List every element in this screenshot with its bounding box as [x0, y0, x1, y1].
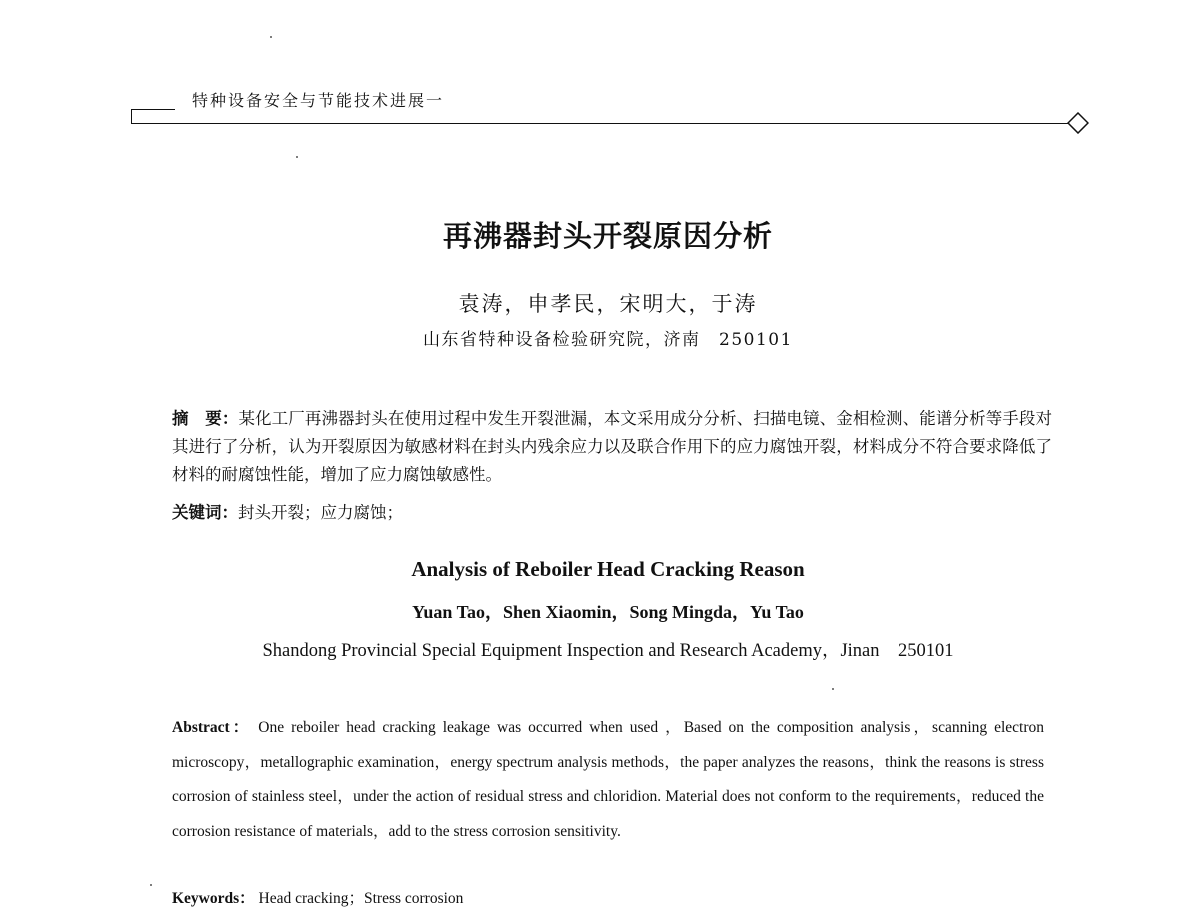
running-header	[0, 0, 1200, 140]
keywords-text-en: Head cracking；Stress corrosion	[254, 890, 464, 907]
abstract-text-cn: 某化工厂再沸器封头在使用过程中发生开裂泄漏，本文采用成分分析、扫描电镜、金相检测、能谱分析等手段对其进行了分析，认为开裂原因为敏感材料在封头内残余应力以及联合作用下的应力腐蚀开裂，材料成分不符合要求降低了材料的耐腐蚀性能，增加了应力腐蚀敏感性。	[172, 409, 1053, 484]
abstract-label-cn: 摘 要：	[172, 409, 239, 428]
keywords-label-en: Keywords：	[172, 890, 255, 907]
authors-en: Yuan Tao，Shen Xiaomin，Song Mingda，Yu Tao	[412, 602, 804, 622]
keywords-en	[172, 886, 1044, 912]
diamond-icon	[1067, 112, 1089, 134]
abstract-text-en: One reboiler head cracking leakage was occurred when used ，Based on the composition analysis，scanning electron microscopy，metallographic examination，energy spectrum analysis methods，the paper analyzes the reasons，think the reasons is stress corrosion of stainless steel，under the action of residual stress and chloridion. Material does not conform to the requirements，reduced the corrosion resistance of materials，add to the stress corrosion sensitivity.	[172, 719, 1044, 840]
affiliation-en: Shandong Provincial Special Equipment Inspection and Research Academy，Jinan 250101	[262, 641, 954, 661]
scan-speck	[832, 688, 834, 690]
paper-title-en: Analysis of Reboiler Head Cracking Reason	[411, 557, 805, 581]
scan-speck	[296, 156, 298, 158]
header-rule-long	[131, 123, 1069, 124]
keywords-label-cn: 关键词：	[172, 503, 238, 522]
header-rule-tick	[131, 109, 132, 123]
authors-cn: 袁涛，申孝民，宋明大，于涛	[458, 292, 758, 316]
abstract-label-en: Abstract：	[172, 719, 252, 736]
affiliation-cn: 山东省特种设备检验研究院，济南 250101	[423, 330, 793, 350]
scan-speck	[150, 884, 152, 886]
abstract-en	[172, 711, 1044, 849]
keywords-cn	[172, 500, 1052, 526]
keywords-text-cn: 封头开裂；应力腐蚀；	[238, 503, 403, 522]
scan-speck	[270, 36, 272, 38]
header-rule-short	[131, 109, 175, 110]
paper-title-cn: 再沸器封头开裂原因分析	[442, 219, 773, 253]
running-header-title: 特种设备安全与节能技术进展一	[192, 91, 445, 110]
abstract-cn	[172, 405, 1052, 489]
